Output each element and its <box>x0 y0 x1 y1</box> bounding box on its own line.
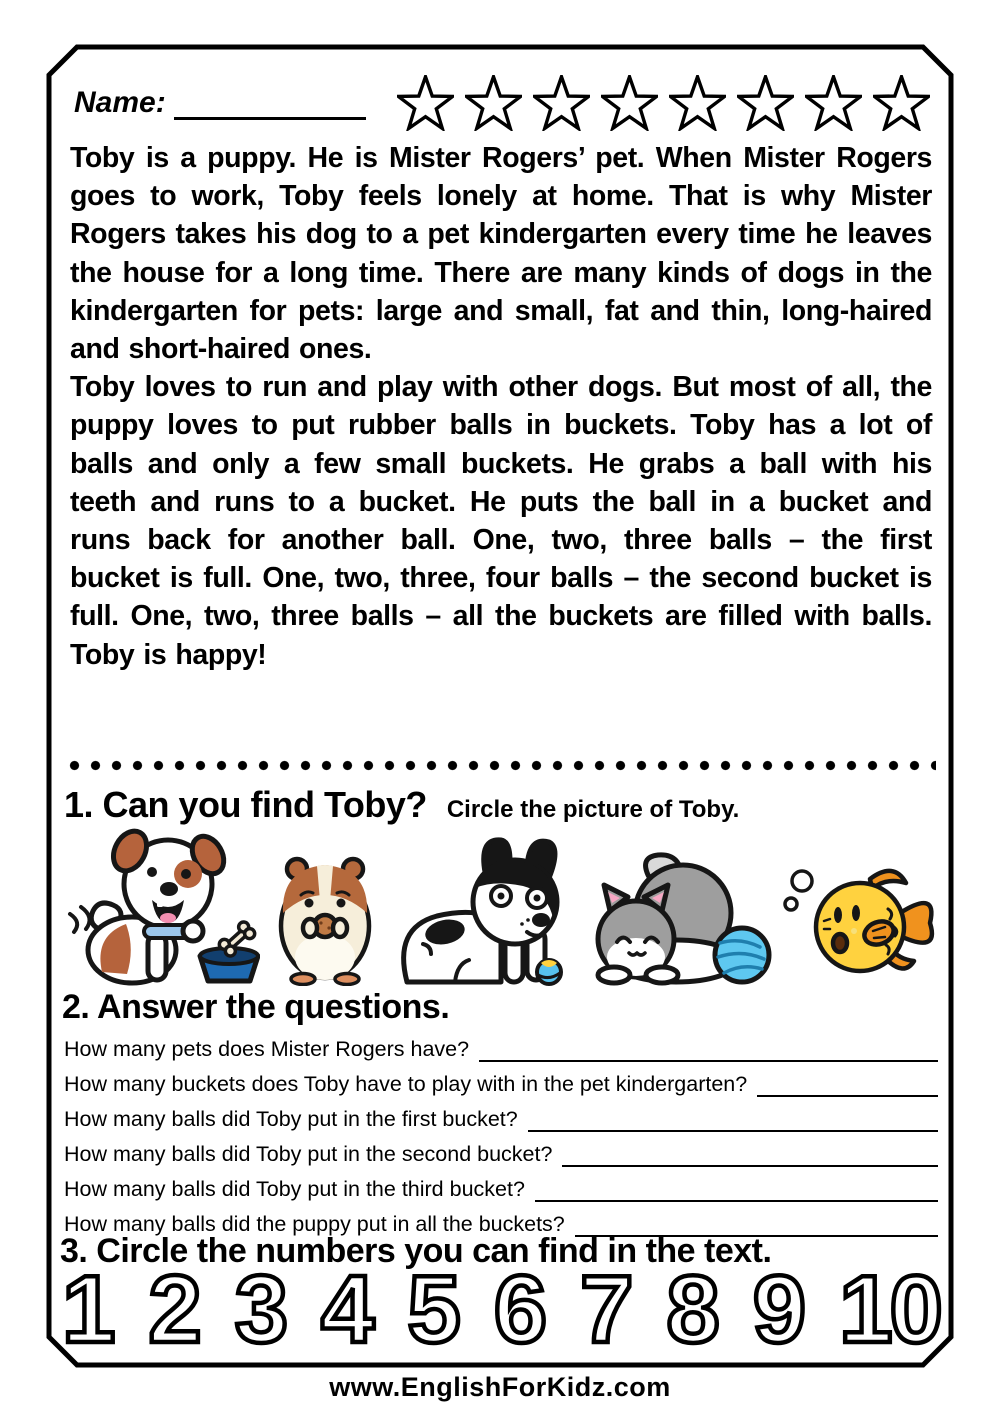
passage-paragraph-1: Toby is a puppy. He is Mister Rogers’ pet. When Mister Rogers goes to work, Toby feels lonely at home. That is why Mister Rogers takes his dog to a pet kindergarten every time he leaves the house for a long time. There are many kinds of dogs in the kindergarten for pets: large and small, fat and thin, long-haired and short-haired ones. <box>70 142 932 366</box>
answer-line[interactable] <box>757 1067 938 1097</box>
number-5[interactable]: 5 <box>407 1256 458 1363</box>
star-icon[interactable] <box>465 75 522 131</box>
section1-instruction: Circle the picture of Toby. <box>446 796 740 823</box>
number-4[interactable]: 4 <box>321 1256 372 1363</box>
answer-line[interactable] <box>535 1172 938 1202</box>
number-1[interactable]: 1 <box>62 1256 113 1363</box>
picture-fish[interactable] <box>782 859 942 986</box>
answer-line[interactable] <box>479 1032 938 1062</box>
questions-list <box>64 1027 938 1237</box>
footer-url: www.EnglishForKidz.com <box>329 1372 671 1402</box>
star-icon[interactable] <box>533 75 590 131</box>
picture-hamster[interactable] <box>267 851 382 986</box>
dotted-divider <box>64 760 936 771</box>
star-icon[interactable] <box>669 75 726 131</box>
question-text: How many balls did Toby put in the first bucket? <box>64 1107 518 1131</box>
star-icon[interactable] <box>601 75 658 131</box>
question-text: How many balls did Toby put in the third bucket? <box>64 1177 525 1201</box>
section2-title: 2. Answer the questions. <box>62 988 450 1026</box>
name-row <box>74 72 930 134</box>
question-row <box>64 1097 938 1132</box>
star-rating-row <box>397 75 930 131</box>
answer-line[interactable] <box>528 1102 938 1132</box>
answer-line[interactable] <box>562 1137 938 1167</box>
question-text: How many pets does Mister Rogers have? <box>64 1037 470 1061</box>
number-2[interactable]: 2 <box>148 1256 199 1363</box>
picture-puppy[interactable] <box>60 828 260 986</box>
star-icon[interactable] <box>805 75 862 131</box>
number-6[interactable]: 6 <box>493 1256 545 1363</box>
section1-heading-row <box>64 784 936 826</box>
picture-french-bulldog[interactable] <box>389 834 564 986</box>
name-input-line[interactable] <box>174 87 366 120</box>
number-7[interactable]: 7 <box>580 1256 631 1363</box>
question-row <box>64 1062 938 1097</box>
passage-paragraph-2: Toby loves to run and play with other dogs. But most of all, the puppy loves to put rubber balls in buckets. Toby has a lot of balls and only a few small buckets. He grabs a ball with his teeth and runs to a bucket. He puts the ball in a bucket and runs back for another ball. One, two, three balls – the first bucket is full. One, two, three, four balls – the second bucket is full. One, two, three balls – all the buckets are filled with balls. Toby is happy! <box>70 371 932 671</box>
question-text: How many buckets does Toby have to play with in the pet kindergarten? <box>64 1072 748 1096</box>
star-icon[interactable] <box>397 75 454 131</box>
section3-title: 3. Circle the numbers you can find in the text. <box>60 1232 772 1270</box>
question-row <box>64 1027 938 1062</box>
section1-title: 1. Can you find Toby? <box>64 784 427 825</box>
question-text: How many balls did Toby put in the second bucket? <box>64 1142 553 1166</box>
pictures-row <box>60 824 942 986</box>
numbers-row <box>62 1256 940 1363</box>
picture-cat[interactable] <box>570 849 775 986</box>
number-9[interactable]: 9 <box>752 1256 804 1363</box>
question-text: How many balls did the puppy put in all the buckets? <box>64 1212 565 1236</box>
star-icon[interactable] <box>737 75 794 131</box>
star-icon[interactable] <box>873 75 930 131</box>
reading-passage <box>70 139 932 674</box>
number-10[interactable]: 10 <box>839 1256 940 1363</box>
number-8[interactable]: 8 <box>666 1256 717 1363</box>
name-label: Name: <box>74 86 166 119</box>
number-3[interactable]: 3 <box>234 1256 286 1363</box>
question-row <box>64 1167 938 1202</box>
question-row <box>64 1132 938 1167</box>
